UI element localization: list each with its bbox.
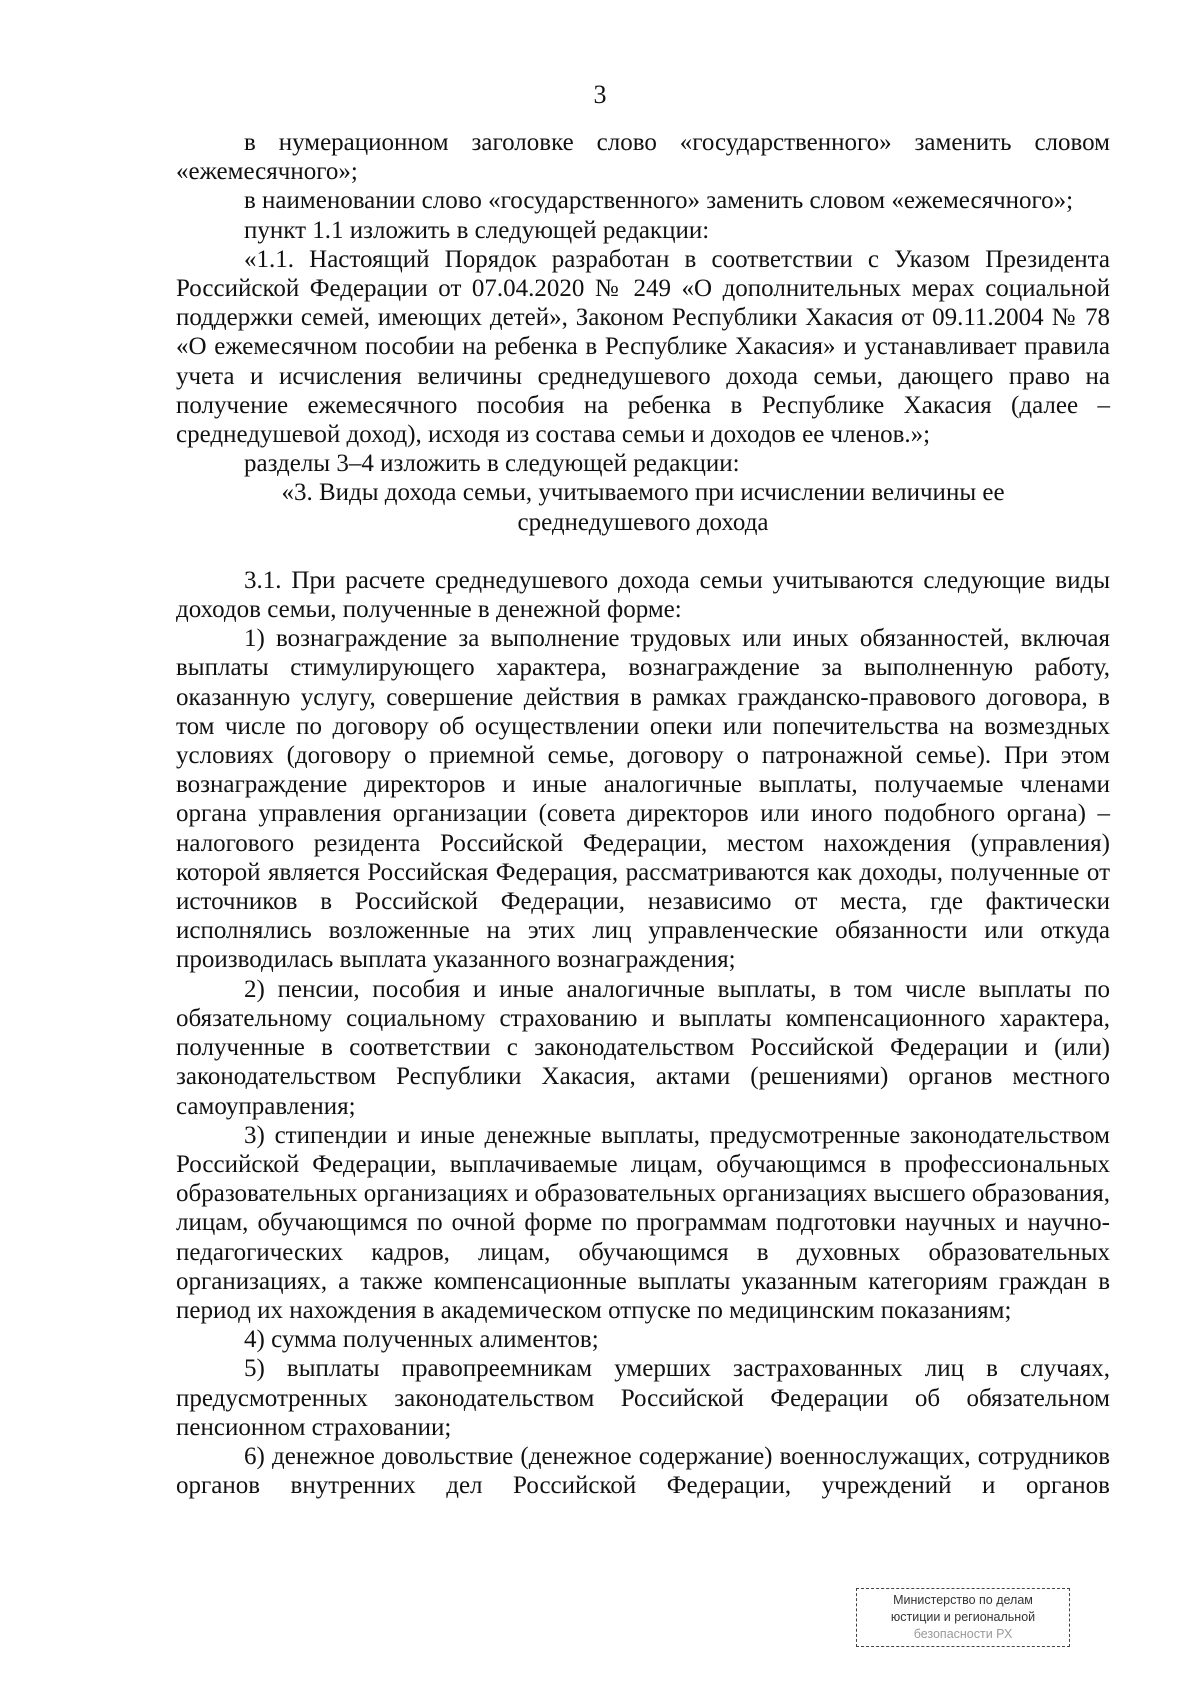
registration-stamp	[856, 1588, 1070, 1647]
list-item: 5) выплаты правопреемникам умерших застрахованных лиц в случаях, предусмотренных законодательством Российской Федерации об обязательном пенсионном страховании;	[176, 1355, 1110, 1441]
document-body	[176, 128, 1110, 1500]
list-item: 6) денежное довольствие (денежное содержание) военнослужащих, сотрудников органов внутренних дел Российской Федерации, учреждений и органов	[176, 1442, 1110, 1500]
paragraph: разделы 3–4 изложить в следующей редакции:	[244, 450, 740, 478]
paragraph: в наименовании слово «государственного» заменить словом «ежемесячного»;	[244, 187, 1074, 215]
paragraph-3-1: 3.1. При расчете среднедушевого дохода семьи учитываются следующие виды доходов семьи, полученные в денежной форме:	[176, 566, 1110, 624]
page-number: 3	[593, 80, 607, 109]
paragraph: в нумерационном заголовке слово «государственного» заменить словом «ежемесячного»;	[176, 129, 1110, 186]
list-item: 2) пенсии, пособия и иные аналогичные выплаты, в том числе выплаты по обязательному социальному страхованию и выплаты компенсационного характера, полученные в соответствии с законодательством Российской Федерации и (или) законодательством Республики Хакасия, актами (решениями) органов местного самоуправления;	[176, 975, 1110, 1120]
list-item: 3) стипендии и иные денежные выплаты, предусмотренные законодательством Российской Федерации, выплачиваемые лицам, обучающимся в профессиональных образовательных организациях и образовательных организациях высшего образования, лицам, обучающимся по очной форме по программам подготовки научных и научно-педагогических кадров, лицам, обучающимся в духовных образовательных организациях, а также компенсационные выплаты указанным категориям граждан в период их нахождения в академическом отпуске по медицинским показаниям;	[176, 1121, 1110, 1324]
section-heading: «3. Виды дохода семьи, учитываемого при исчислении величины ее среднедушевого дохода	[281, 479, 1005, 536]
paragraph-point-1-1: «1.1. Настоящий Порядок разработан в соответствии с Указом Президента Российской Федерации от 07.04.2020 № 249 «О дополнительных мерах социальной поддержки семей, имеющих детей», Законом Республики Хакасия от 09.11.2004 № 78 «О ежемесячном пособии на ребенка в Республике Хакасия» и устанавливает правила учета и исчисления величины среднедушевого дохода семьи, дающего право на получение ежемесячного пособия на ребенка в Республике Хакасия (далее – среднедушевой доход), исходя из состава семьи и доходов ее членов.»;	[176, 245, 1110, 449]
stamp-line: юстиции и региональной	[890, 1610, 1036, 1624]
list-item: 4) сумма полученных алиментов;	[244, 1326, 599, 1354]
list-item: 1) вознаграждение за выполнение трудовых или иных обязанностей, включая выплаты стимулирующего характера, вознаграждение за выполненную работу, оказанную услугу, совершение действия в рамках гражданско-правового договора, в том числе по договору об осуществлении опеки или попечительства на возмездных условиях (договору о приемной семье, договору о патронажной семье). При этом вознаграждение директоров и иные аналогичные выплаты, получаемые членами органа управления организации (совета директоров или иного подобного органа) – налогового резидента Российской Федерации, местом нахождения (управления) которой является Российская Федерация, рассматриваются как доходы, полученные от источников в Российской Федерации, независимо от места, где фактически исполнялись возложенные на этих лиц управленческие обязанности или откуда производилась выплата указанного вознаграждения;	[176, 625, 1110, 974]
stamp-line: Министерство по делам	[893, 1593, 1033, 1607]
paragraph: пункт 1.1 изложить в следующей редакции:	[244, 216, 710, 244]
stamp-line: безопасности РХ	[913, 1627, 1013, 1641]
